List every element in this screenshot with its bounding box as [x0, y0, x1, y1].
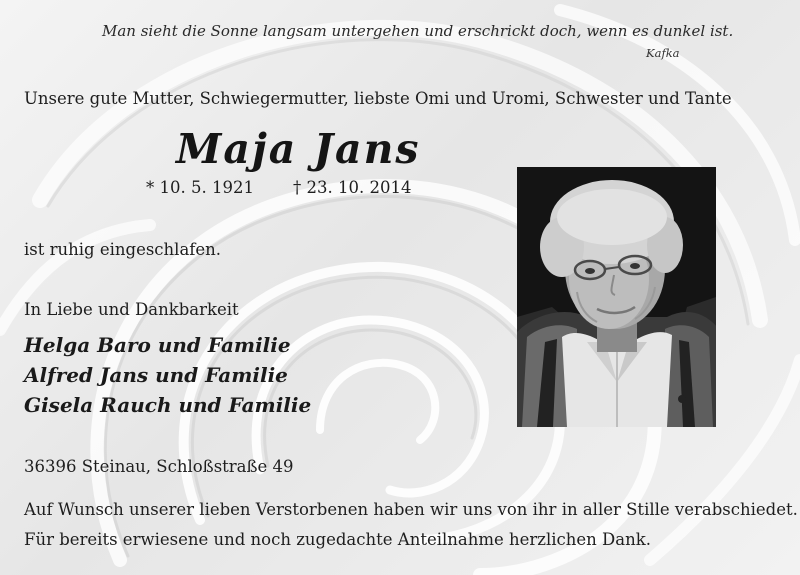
deceased-name: Maja Jans	[176, 125, 421, 173]
status-line: ist ruhig eingeschlafen.	[24, 240, 222, 259]
portrait-photo	[517, 167, 716, 427]
mourner-name: Alfred Jans und Familie	[24, 363, 288, 387]
death-date: † 23. 10. 2014	[293, 178, 412, 197]
epigraph-quote: Man sieht die Sonne langsam untergehen und erschrickt doch, wenn es dunkel ist.	[102, 22, 734, 40]
closing-text: Auf Wunsch unserer lieben Verstorbenen haben wir uns von ihr in aller Stille verabschiedet.	[24, 500, 798, 519]
mourner-name: Helga Baro und Familie	[24, 333, 291, 357]
thanks-intro: In Liebe und Dankbarkeit	[24, 300, 239, 319]
epigraph-author: Kafka	[646, 46, 680, 60]
address: 36396 Steinau, Schloßstraße 49	[24, 457, 294, 476]
intro-line: Unsere gute Mutter, Schwiegermutter, liebste Omi und Uromi, Schwester und Tante	[24, 89, 732, 108]
mourner-name: Gisela Rauch und Familie	[24, 393, 312, 417]
birth-date: * 10. 5. 1921	[146, 178, 254, 197]
closing-text: Für bereits erwiesene und noch zugedachte Anteilnahme herzlichen Dank.	[24, 530, 651, 549]
